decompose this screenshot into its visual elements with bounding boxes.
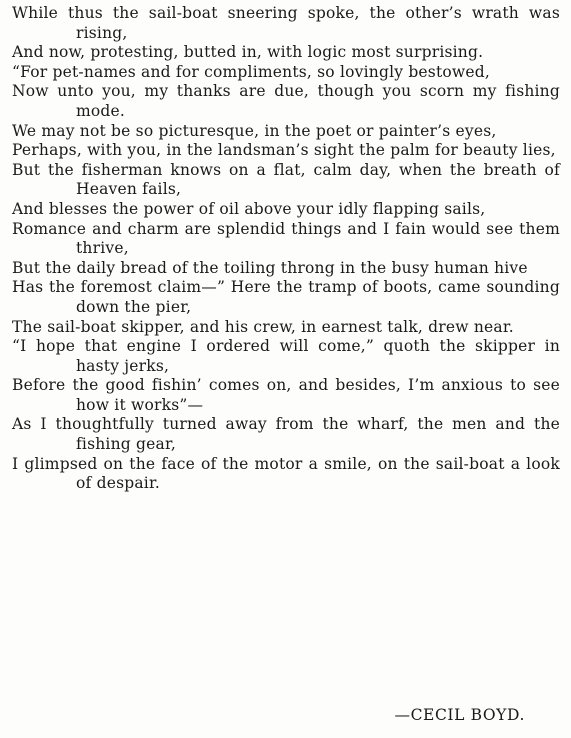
poem-line: “I hope that engine I ordered will come,” quoth the skipper in hasty jerks, — [12, 337, 560, 375]
poem-line: Romance and charm are splendid things and I fain would see them thrive, — [12, 219, 560, 258]
poem-line: We may not be so picturesque, in the poet or painter’s eyes, — [12, 121, 497, 140]
poem-line: And blesses the power of oil above your idly flapping sails, — [12, 199, 486, 218]
poem-line: Before the good fishin’ comes on, and besides, I’m anxious to see how it works”— — [12, 376, 560, 414]
poem-line: I glimpsed on the face of the motor a smile, on the sail-boat a look of despair. — [12, 454, 560, 493]
poem-line: Now unto you, my thanks are due, though you scorn my fishing mode. — [12, 82, 560, 120]
poem-line: As I thoughtfully turned away from the wharf, the men and the fishing gear, — [12, 415, 560, 454]
author-signature: —CECIL BOYD. — [394, 706, 525, 724]
poem-line: But the fisherman knows on a flat, calm day, when the breath of Heaven fails, — [12, 160, 560, 199]
poem-line: The sail-boat skipper, and his crew, in earnest talk, drew near. — [12, 317, 514, 336]
poem-line: While thus the sail-boat sneering spoke, the other’s wrath was rising, — [12, 4, 560, 42]
poem-line: Has the foremost claim—” Here the tramp of boots, came sounding down the pier, — [12, 278, 560, 316]
poem-line: “For pet-names and for compliments, so lovingly bestowed, — [12, 62, 491, 81]
poem-line: And now, protesting, butted in, with logic most surprising. — [12, 43, 484, 62]
poem-body — [12, 4, 560, 494]
poem-line: But the daily bread of the toiling throng in the busy human hive — [12, 258, 528, 277]
poem-line: Perhaps, with you, in the landsman’s sight the palm for beauty lies, — [12, 141, 556, 160]
